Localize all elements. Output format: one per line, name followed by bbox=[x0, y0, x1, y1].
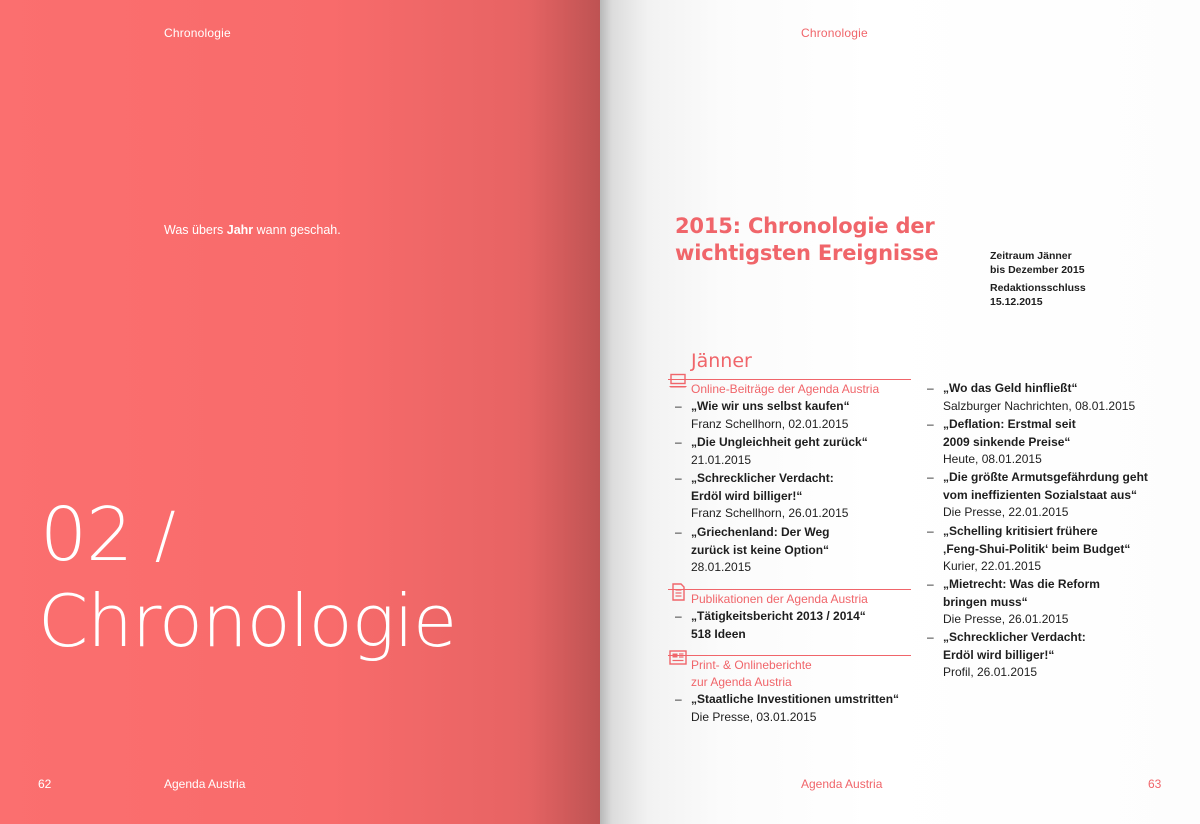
dash: – bbox=[675, 525, 682, 539]
chapter-slash: / bbox=[154, 498, 175, 571]
intro-pre: Was übers bbox=[164, 223, 227, 237]
category-press bbox=[668, 655, 911, 691]
laptop-icon bbox=[668, 373, 688, 394]
entry-col2-3 bbox=[927, 469, 1148, 522]
entry-col2-6 bbox=[927, 629, 1086, 682]
dash: – bbox=[927, 630, 934, 644]
chapter-number-value: 02 bbox=[40, 492, 133, 578]
entry-title: zurück ist keine Option“ bbox=[691, 542, 830, 557]
entry-online-4 bbox=[675, 524, 830, 577]
entry-title: „Die größte Armutsgefährdung geht bbox=[943, 470, 1148, 484]
entry-source: 21.01.2015 bbox=[691, 452, 752, 467]
dash: – bbox=[927, 381, 934, 395]
deadline-info bbox=[990, 282, 1086, 309]
chapter-number bbox=[40, 492, 175, 578]
entry-source: 28.01.2015 bbox=[691, 560, 752, 574]
entry-online-1 bbox=[675, 398, 850, 433]
entry-title: „Schrecklicher Verdacht: bbox=[691, 471, 834, 485]
entry-source: Die Presse, 22.01.2015 bbox=[943, 505, 1069, 519]
entry-source: Salzburger Nachrichten, 08.01.2015 bbox=[943, 398, 1136, 413]
category-press-line1: Print- & Onlineberichte bbox=[691, 658, 812, 672]
category-publications-label: Publikationen der Agenda Austria bbox=[691, 592, 868, 606]
page-number-left: 62 bbox=[38, 777, 52, 791]
entry-source: Heute, 08.01.2015 bbox=[943, 452, 1042, 466]
entry-title: „Wie wir uns selbst kaufen“ bbox=[691, 399, 850, 413]
newspaper-icon bbox=[668, 649, 688, 672]
entry-title: „Mietrecht: Was die Reform bbox=[943, 577, 1100, 591]
dash: – bbox=[675, 471, 682, 485]
dash: – bbox=[675, 399, 682, 413]
entry-title: 2009 sinkende Preise“ bbox=[943, 434, 1071, 449]
running-head-left: Chronologie bbox=[164, 26, 231, 40]
right-page bbox=[600, 0, 1200, 824]
dash: – bbox=[927, 577, 934, 591]
entry-title: „Schrecklicher Verdacht: bbox=[943, 630, 1086, 644]
entry-title: „Deflation: Erstmal seit bbox=[943, 417, 1076, 431]
entry-title: „Staatliche Investitionen umstritten“ bbox=[691, 692, 900, 706]
entry-online-3 bbox=[675, 470, 849, 523]
entry-title: 518 Ideen bbox=[691, 626, 746, 641]
entry-title: Erdöl wird billiger!“ bbox=[691, 488, 803, 503]
entry-source: Kurier, 22.01.2015 bbox=[943, 559, 1042, 573]
period-line2: bis Dezember 2015 bbox=[990, 263, 1085, 276]
entry-source: Profil, 26.01.2015 bbox=[943, 665, 1038, 679]
category-press-line2: zur Agenda Austria bbox=[691, 675, 792, 689]
entry-title: bringen muss“ bbox=[943, 594, 1028, 609]
entry-online-2 bbox=[675, 434, 868, 469]
category-press-label bbox=[691, 657, 911, 691]
deadline-line2: 15.12.2015 bbox=[990, 295, 1043, 308]
intro-bold: Jahr bbox=[226, 223, 254, 237]
category-online bbox=[668, 379, 911, 398]
page-title bbox=[675, 213, 975, 267]
intro-text bbox=[164, 223, 341, 237]
entry-title: „Griechenland: Der Weg bbox=[691, 525, 830, 539]
entry-source: Die Presse, 03.01.2015 bbox=[691, 709, 817, 724]
entry-col2-5 bbox=[927, 576, 1100, 629]
entry-publication-1 bbox=[675, 608, 866, 643]
entry-title: „Schelling kritisiert frühere bbox=[943, 524, 1098, 538]
entry-col2-4 bbox=[927, 523, 1131, 576]
period-info bbox=[990, 250, 1085, 277]
entry-title: „Tätigkeitsbericht 2013 / 2014“ bbox=[691, 609, 866, 623]
entry-title: ‚Feng-Shui-Politik‘ beim Budget“ bbox=[943, 541, 1131, 556]
page-title-line2: wichtigsten Ereignisse bbox=[675, 241, 939, 265]
entry-col2-2 bbox=[927, 416, 1076, 469]
period-line1: Zeitraum Jänner bbox=[990, 250, 1072, 262]
page-number-right: 63 bbox=[1148, 777, 1162, 791]
dash: – bbox=[927, 417, 934, 431]
footer-left: Agenda Austria bbox=[164, 777, 246, 791]
intro-post: wann geschah. bbox=[253, 223, 341, 237]
entry-source: Die Presse, 26.01.2015 bbox=[943, 612, 1069, 626]
chapter-title: Chronologie bbox=[38, 579, 457, 663]
entry-title: „Die Ungleichheit geht zurück“ bbox=[691, 435, 868, 449]
entry-press-1 bbox=[675, 691, 900, 726]
entry-col2-1 bbox=[927, 380, 1136, 415]
dash: – bbox=[675, 692, 682, 706]
deadline-line1: Redaktionsschluss bbox=[990, 282, 1086, 294]
entry-title: vom ineffizienten Sozialstaat aus“ bbox=[943, 487, 1138, 502]
category-online-label: Online-Beiträge der Agenda Austria bbox=[691, 382, 880, 396]
entry-source: Franz Schellhorn, 02.01.2015 bbox=[691, 416, 849, 431]
running-head-right: Chronologie bbox=[801, 26, 868, 40]
entry-source: Franz Schellhorn, 26.01.2015 bbox=[691, 506, 849, 520]
month-heading: Jänner bbox=[691, 350, 752, 372]
dash: – bbox=[927, 470, 934, 484]
page-title-line1: 2015: Chronologie der bbox=[675, 214, 935, 238]
entry-title: „Wo das Geld hinfließt“ bbox=[943, 381, 1078, 395]
dash: – bbox=[675, 435, 682, 449]
footer-right: Agenda Austria bbox=[801, 777, 883, 791]
dash: – bbox=[675, 609, 682, 623]
entry-title: Erdöl wird billiger!“ bbox=[943, 647, 1055, 662]
document-icon bbox=[668, 583, 688, 606]
dash: – bbox=[927, 524, 934, 538]
category-publications bbox=[668, 589, 911, 608]
